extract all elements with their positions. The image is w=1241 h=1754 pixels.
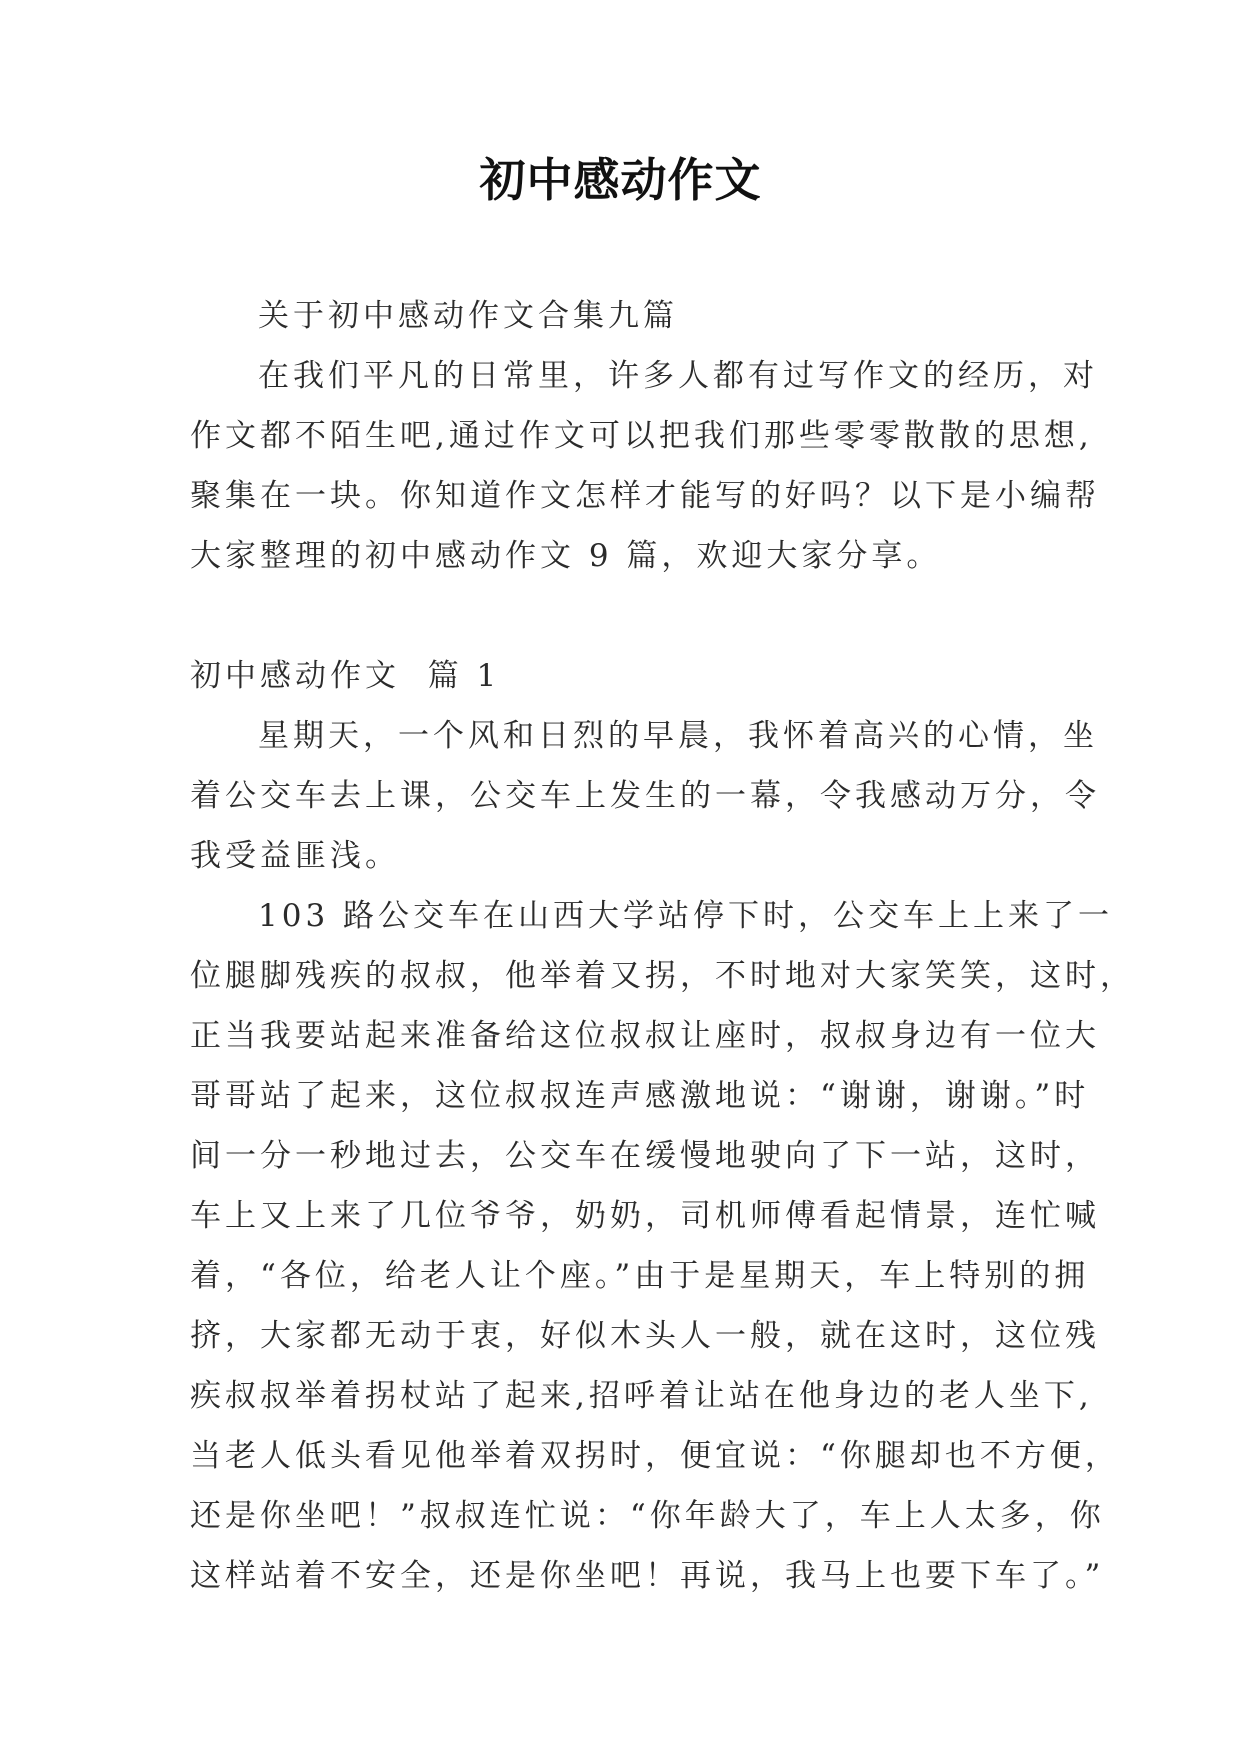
paragraph-line: 着公交车去上课，公交车上发生的一幕，令我感动万分，令	[190, 778, 1100, 814]
paragraph-line: 疾叔叔举着拐杖站了起来,招呼着让站在他身边的老人坐下,	[190, 1378, 1093, 1414]
section-heading: 初中感动作文 篇 1	[190, 658, 501, 694]
document-title: 初中感动作文	[479, 153, 762, 207]
paragraph-line: 103 路公交车在山西大学站停下时，公交车上上来了一	[258, 898, 1114, 934]
paragraph-line: 我受益匪浅。	[190, 838, 400, 874]
intro-line: 作文都不陌生吧,通过作文可以把我们那些零零散散的思想,	[190, 418, 1093, 454]
intro-line: 在我们平凡的日常里，许多人都有过写作文的经历，对	[258, 358, 1098, 394]
paragraph-line: 这样站着不安全，还是你坐吧！再说，我马上也要下车了。”	[190, 1558, 1105, 1594]
paragraph-spacer	[190, 586, 1060, 646]
paragraph-line: 哥哥站了起来，这位叔叔连声感激地说：“谢谢，谢谢。”时	[190, 1078, 1090, 1114]
intro-line: 大家整理的初中感动作文 9 篇，欢迎大家分享。	[190, 538, 942, 574]
paragraph-line: 星期天，一个风和日烈的早晨，我怀着高兴的心情，坐	[258, 718, 1098, 754]
document-body	[190, 286, 1135, 1606]
paragraph-line: 当老人低头看见他举着双拐时，便宜说：“你腿却也不方便，	[190, 1438, 1120, 1474]
paragraph-line: 还是你坐吧！”叔叔连忙说：“你年龄大了，车上人太多，你	[190, 1498, 1105, 1534]
paragraph-line: 正当我要站起来准备给这位叔叔让座时，叔叔身边有一位大	[190, 1018, 1100, 1054]
intro-heading: 关于初中感动作文合集九篇	[258, 298, 678, 334]
paragraph-line: 间一分一秒地过去，公交车在缓慢地驶向了下一站，这时，	[190, 1138, 1100, 1174]
paragraph-line: 着，“各位，给老人让个座。”由于是星期天，车上特别的拥	[190, 1258, 1090, 1294]
paragraph-line: 位腿脚残疾的叔叔，他举着又拐，不时地对大家笑笑，这时，	[190, 958, 1135, 994]
paragraph-line: 车上又上来了几位爷爷，奶奶，司机师傅看起情景，连忙喊	[190, 1198, 1100, 1234]
paragraph-line: 挤，大家都无动于衷，好似木头人一般，就在这时，这位残	[190, 1318, 1100, 1354]
intro-line: 聚集在一块。你知道作文怎样才能写的好吗？以下是小编帮	[190, 478, 1100, 514]
